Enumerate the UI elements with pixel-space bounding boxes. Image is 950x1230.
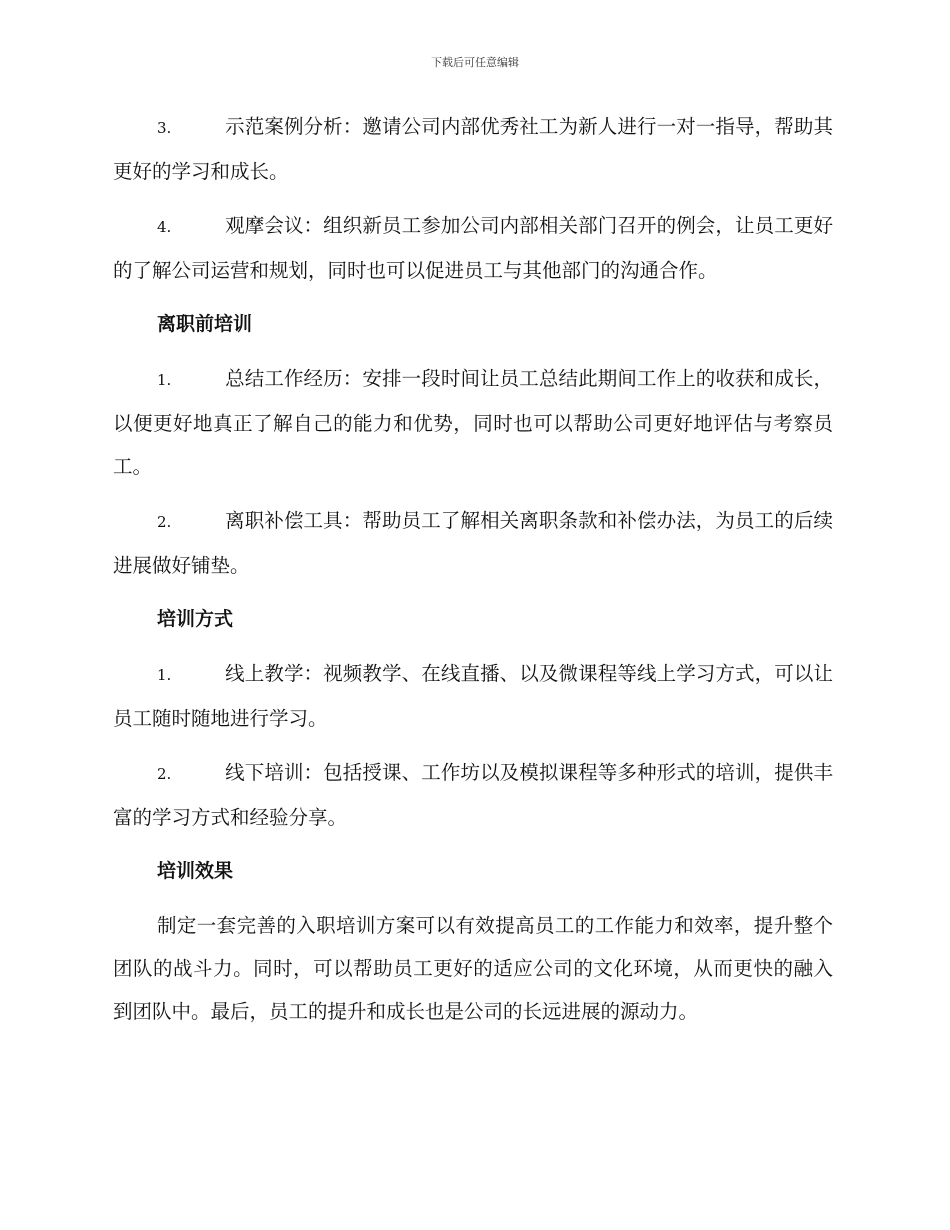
effect-paragraph: 制定一套完善的入职培训方案可以有效提高员工的工作能力和效率，提升整个团队的战斗力。同时，可以帮助员工更好的适应公司的文化环境，从而更快的融入到团队中。最后，员工的提升和成长也是公司的长远进展的源动力。 <box>113 914 833 1023</box>
item-number: 2. <box>157 513 172 531</box>
page-header: 下载后可任意编辑 <box>431 56 519 69</box>
item-number: 2. <box>157 765 172 783</box>
item-text: 离职补偿工具：帮助员工了解相关离职条款和补偿办法，为员工的后续进展做好铺垫。 <box>113 509 833 577</box>
list-item <box>113 105 833 193</box>
list-item <box>113 499 833 587</box>
list-item <box>113 204 833 292</box>
item-text: 示范案例分析：邀请公司内部优秀社工为新人进行一对一指导，帮助其更好的学习和成长。 <box>113 115 833 183</box>
section-heading-effect: 培训效果 <box>157 860 234 882</box>
section-heading-leaving: 离职前培训 <box>157 313 253 335</box>
item-text: 线上教学：视频教学、在线直播、以及微课程等线上学习方式，可以让员工随时随地进行学习。 <box>113 662 833 730</box>
item-text: 总结工作经历：安排一段时间让员工总结此期间工作上的收获和成长，以便更好地真正了解自己的能力和优势，同时也可以帮助公司更好地评估与考察员工。 <box>113 367 833 478</box>
list-item <box>113 751 833 839</box>
list-item <box>113 357 833 488</box>
item-number: 3. <box>157 119 172 137</box>
item-text: 观摩会议：组织新员工参加公司内部相关部门召开的例会，让员工更好的了解公司运营和规划，同时也可以促进员工与其他部门的沟通合作。 <box>113 214 833 282</box>
section-heading-method: 培训方式 <box>157 608 234 630</box>
item-text: 线下培训：包括授课、工作坊以及模拟课程等多种形式的培训，提供丰富的学习方式和经验分享。 <box>113 761 833 829</box>
item-number: 1. <box>157 371 172 389</box>
item-number: 1. <box>157 666 172 684</box>
item-number: 4. <box>157 218 172 236</box>
list-item <box>113 652 833 740</box>
document-body <box>113 105 833 1044</box>
